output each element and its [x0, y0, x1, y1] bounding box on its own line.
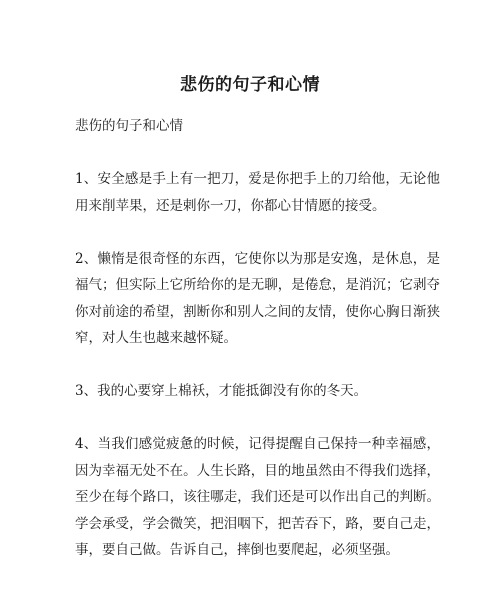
paragraph-2: 2、懒惰是很奇怪的东西，它使你以为那是安逸，是休息，是福气；但实际上它所给你的是无聊，是倦怠，是消沉；它剥夺你对前途的希望，割断你和别人之间的友情，使你心胸日渐狭窄，对人生也越来越怀疑。: [75, 250, 440, 346]
document-subtitle: 悲伤的句子和心情: [75, 118, 183, 134]
paragraph-4: 4、当我们感觉疲惫的时候，记得提醒自己保持一种幸福感，因为幸福无处不在。人生长路，目的地虽然由不得我们选择，至少在每个路口，该往哪走，我们还是可以作出自己的判断。学会承受，学会微笑，把泪咽下，把苦吞下，路，要自己走，事，要自己做。告诉自己，摔倒也要爬起，必须坚强。: [75, 436, 440, 558]
paragraph-1: 1、安全感是手上有一把刀，爱是你把手上的刀给他，无论他用来削苹果，还是剌你一刀，你都心甘情愿的接受。: [75, 171, 440, 214]
document-body: [75, 113, 440, 590]
document-title: 悲伤的句子和心情: [180, 75, 320, 95]
paragraph-3: 3、我的心要穿上棉袄，才能抵御没有你的冬天。: [75, 383, 368, 399]
